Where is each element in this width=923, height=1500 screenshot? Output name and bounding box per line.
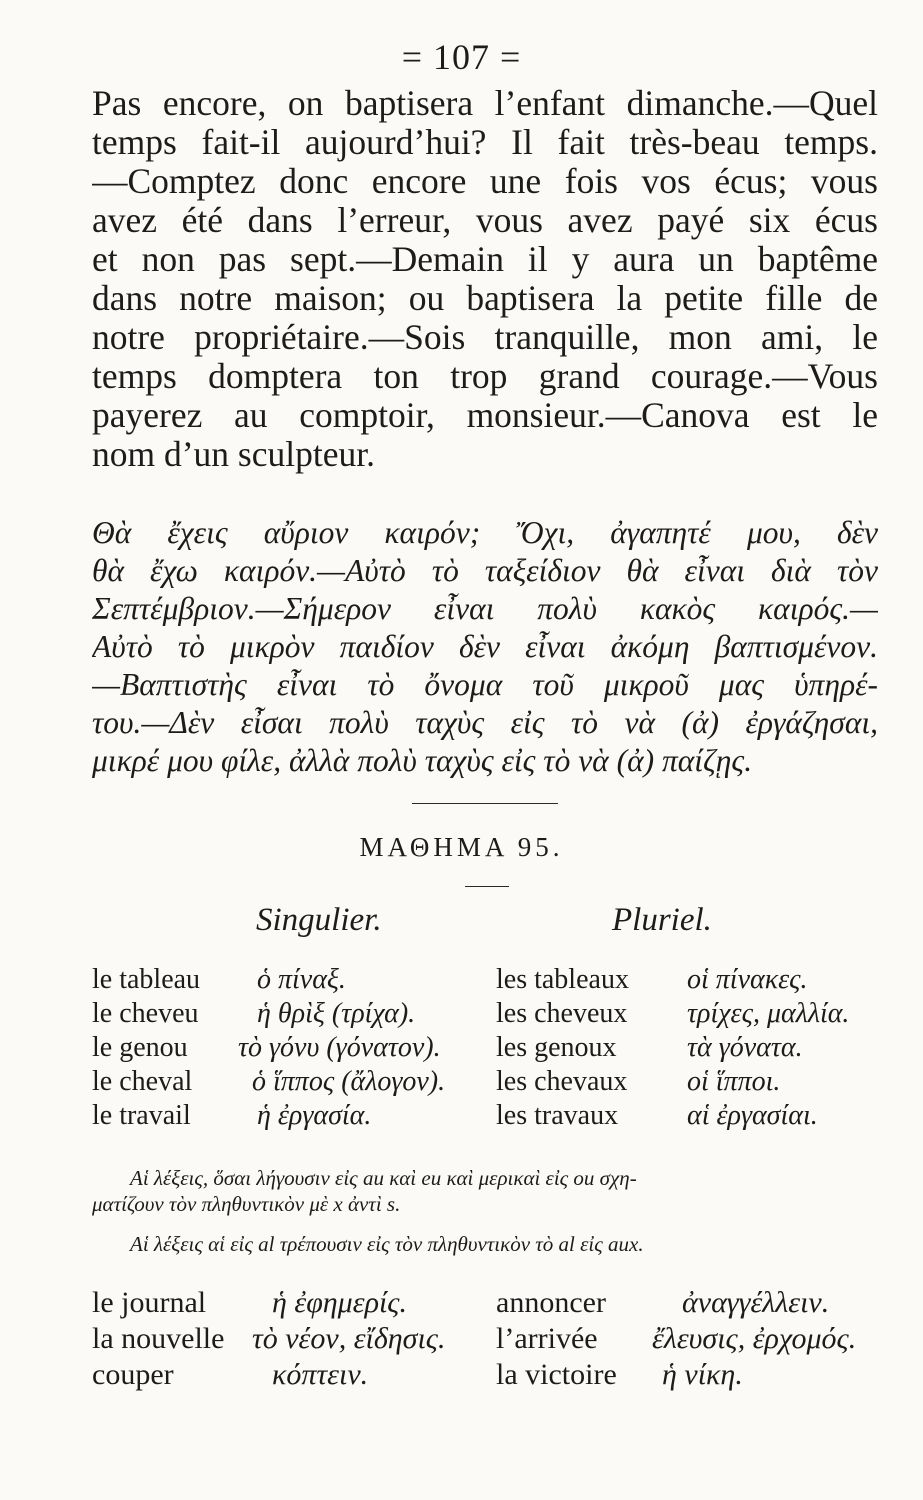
text-line: —Comptez donc encore une fois vos écus; vous [92,162,878,201]
singular-greek: ἡ θρὶξ (τρίχα). [257,998,416,1029]
title-underline [465,886,509,887]
grammar-note: ματίζουν τὸν πληθυντικὸν μὲ x ἀντὶ s. [92,1192,401,1216]
plural-french: les genoux [496,1032,617,1063]
text-line: του.—Δὲν εἶσαι πολὺ ταχὺς εἰς τὸ νὰ (ἀ) ἐργάζησαι, [92,705,878,740]
lesson-title: ΜΑΘΗΜΑ 95. [359,832,564,862]
plural-greek: οἱ πίνακες. [687,964,808,995]
vocab-greek: ἡ νίκη. [662,1358,743,1391]
singular-greek: ὁ ἵππος (ἄλογον). [252,1066,446,1097]
singular-french: le genou [92,1032,188,1063]
page-number: = 107 = [401,37,522,77]
vocab-greek: ἀναγγέλλειν. [682,1286,830,1319]
singular-greek: ἡ ἐργασία. [257,1100,372,1131]
text-line: Αὐτὸ τὸ μικρὸν παιδίον δὲν εἶναι ἀκόμη βαπτισμένον. [92,629,878,664]
text-line: avez été dans l’erreur, vous avez payé six écus [92,201,878,240]
text-line: μικρέ μου φίλε, ἀλλὰ πολὺ ταχὺς εἰς τὸ νὰ (ἀ) παίζῃς. [92,743,753,778]
vocab-french: la nouvelle [92,1322,225,1355]
text-line: dans notre maison; ou baptisera la petite fille de [92,279,878,318]
vocab-french: le journal [92,1286,207,1319]
plural-greek: τὰ γόνατα. [687,1032,803,1063]
plural-greek: τρίχες, μαλλία. [687,998,850,1029]
text-line: Θὰ ἔχεις αὔριον καιρόν; Ὄχι, ἀγαπητέ μου, δὲν [92,515,878,550]
french-exercise-paragraph [92,84,878,474]
plural-greek: οἱ ἵπποι. [687,1066,781,1097]
grammar-note: Αἱ λέξεις αἱ εἰς al τρέπουσιν εἰς τὸν πληθυντικὸν τὸ al εἰς aux. [130,1232,644,1256]
plural-french: les cheveux [496,998,628,1029]
singular-french: le cheveu [92,998,199,1029]
plural-greek: αἱ ἐργασίαι. [687,1100,818,1131]
plural-french: les chevaux [496,1066,628,1097]
vocab-greek: ἡ ἐφημερίς. [272,1286,407,1319]
vocabulary-row [92,1322,878,1358]
singular-greek: τὸ γόνυ (γόνατον). [238,1032,441,1063]
text-line: θὰ ἔχω καιρόν.—Αὐτὸ τὸ ταξείδιον θὰ εἶναι διὰ τὸν [92,553,878,588]
greek-exercise-paragraph [92,514,878,780]
declension-row [92,1066,878,1100]
vocab-greek: κόπτειν. [272,1358,369,1391]
text-line: Pas encore, on baptisera l’enfant dimanche.—Quel [92,84,878,123]
declension-row [92,1100,878,1134]
plural-heading: Pluriel. [612,902,712,938]
declension-row [92,1032,878,1066]
text-line: —Βαπτιστὴς εἶναι τὸ ὄνομα τοῦ μικροῦ μας ὑπηρέ- [92,667,878,702]
text-line: et non pas sept.—Demain il y aura un baptême [92,240,878,279]
vocab-french: couper [92,1358,174,1391]
singular-french: le tableau [92,964,201,995]
text-line: Σεπτέμβριον.—Σήμερον εἶναι πολὺ κακὸς καιρός.— [92,591,878,626]
text-line: nom d’un sculpteur. [92,435,375,474]
grammar-note: Αἱ λέξεις, ὅσαι λήγουσιν εἰς au καὶ eu καὶ μερικαὶ εἰς ou σχη- [130,1166,637,1190]
singular-french: le cheval [92,1066,193,1097]
singular-french: le travail [92,1100,191,1131]
plural-french: les travaux [496,1100,619,1131]
singular-greek: ὁ πίναξ. [257,964,346,995]
vocabulary-row [92,1358,878,1394]
vocab-french: la victoire [496,1358,617,1391]
vocab-french: l’arrivée [496,1322,598,1355]
vocab-french: annoncer [496,1286,606,1319]
declension-row [92,998,878,1032]
text-line: temps domptera ton trop grand courage.—Vous [92,357,878,396]
vocabulary-row [92,1286,878,1322]
vocab-greek: ἔλευσις, ἐρχομός. [652,1322,857,1355]
text-line: temps fait-il aujourd’hui? Il fait très-beau temps. [92,123,878,162]
declension-row [92,964,878,998]
singular-heading: Singulier. [256,902,382,938]
vocab-greek: τὸ νέον, εἴδησις. [252,1322,446,1355]
section-divider [412,803,558,804]
text-line: payerez au comptoir, monsieur.—Canova est le [92,396,878,435]
text-line: notre propriétaire.—Sois tranquille, mon ami, le [92,318,878,357]
plural-french: les tableaux [496,964,629,995]
